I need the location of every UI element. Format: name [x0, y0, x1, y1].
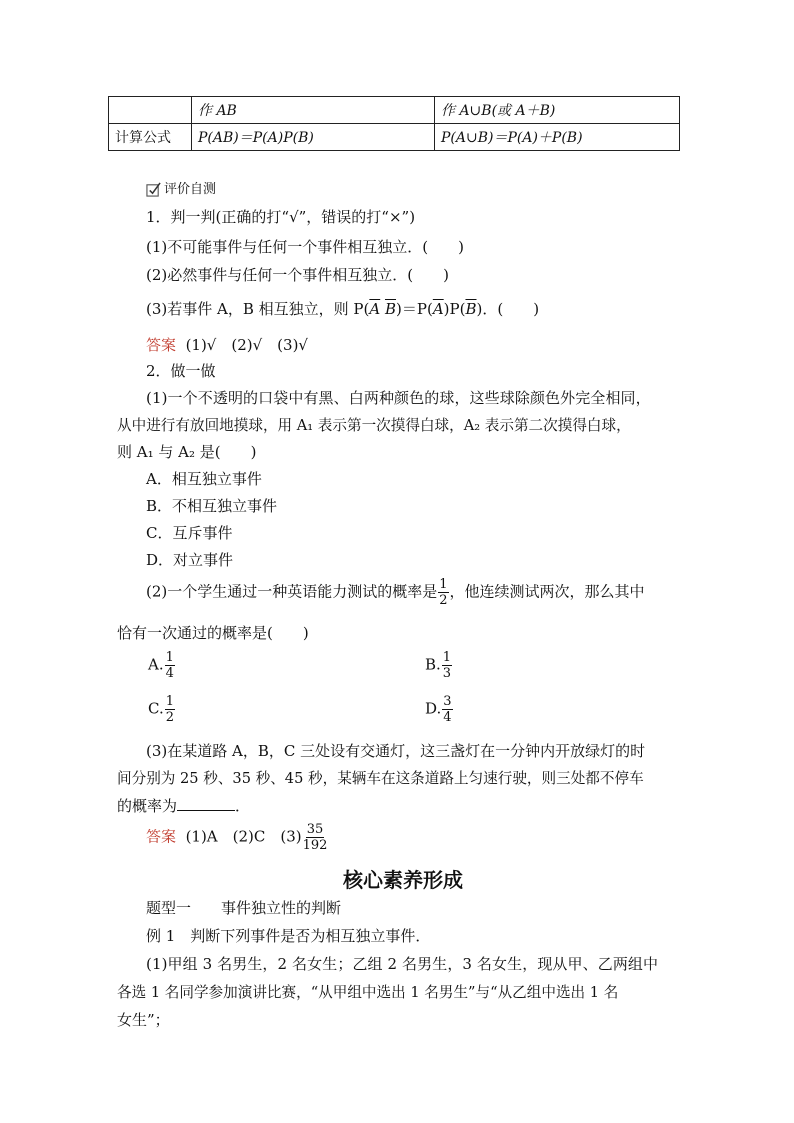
- answer-fraction: [303, 822, 328, 853]
- fraction-numerator: 3: [443, 694, 452, 709]
- q2-p2-text: ，他连续测试两次，那么其中: [449, 582, 645, 601]
- checkbox-pen-icon: [146, 182, 161, 197]
- choice-a: [148, 650, 176, 681]
- fraction-numerator: 1: [439, 577, 448, 592]
- table-cell: 计算公式: [109, 124, 192, 151]
- table-cell: P(AB)＝P(A)P(B): [192, 124, 435, 151]
- fraction-half: [438, 577, 448, 608]
- choice-fraction: [442, 650, 452, 681]
- option-c: C．互斥事件: [146, 524, 233, 542]
- q2-p1-line3: 则 A₁ 与 A₂ 是( ): [117, 443, 257, 461]
- choice-label: D.: [425, 699, 442, 718]
- q2-p1-line1: (1)一个不透明的口袋中有黑、白两种颜色的球，这些球除颜色外完全相同，: [146, 389, 651, 407]
- option-d: D．对立事件: [146, 551, 234, 569]
- choice-label: A.: [148, 655, 164, 674]
- choice-c: [148, 694, 176, 725]
- type-heading: 题型一 事件独立性的判断: [146, 899, 342, 917]
- fraction-numerator: 1: [165, 650, 174, 665]
- q2-p3-line1: (3)在某道路 A，B，C 三处设有交通灯，这三盏灯在一分钟内开放绿灯的时: [146, 742, 646, 760]
- event-b-complement: $\overline{B}$: [384, 300, 397, 318]
- q2-p2-line1: [146, 577, 645, 608]
- table-cell: [109, 97, 192, 124]
- q1-item-1: (1)不可能事件与任何一个事件相互独立．( ): [146, 238, 464, 256]
- section-title: 核心素养形成: [343, 868, 463, 892]
- answer-label: 答案: [146, 336, 177, 354]
- answer-text: (1)√ (2)√ (3)√: [185, 336, 308, 354]
- q1-heading: 1．判一判(正确的打“√”，错误的打“×”): [146, 208, 416, 226]
- q1-item-3-text: )．( ): [476, 300, 540, 318]
- example-line3: 女生”；: [117, 1011, 170, 1029]
- q1-item-3-text: )＝P(: [396, 300, 433, 318]
- table-row: [109, 124, 680, 151]
- example-line2: 各选 1 名同学参加演讲比赛，“从甲组中选出 1 名男生”与“从乙组中选出 1 名: [117, 984, 619, 1001]
- fraction-numerator: 1: [165, 694, 174, 709]
- table-cell: 作 A∪B(或 A＋B): [435, 97, 680, 124]
- choice-b: [425, 650, 453, 681]
- q2-p3-line2: 间分别为 25 秒、35 秒、45 秒，某辆车在这条道路上匀速行驶，则三处都不停车: [117, 770, 644, 787]
- answer-blank: [177, 796, 235, 811]
- table-cell: 作 AB: [192, 97, 435, 124]
- answer-label: 答案: [146, 827, 177, 846]
- fraction-denominator: 192: [302, 838, 328, 853]
- table-cell: P(A∪B)＝P(A)＋P(B): [435, 124, 680, 151]
- answer-text: (1)A (2)C (3): [185, 827, 302, 846]
- event-a-complement: $\overline{A}$: [369, 300, 381, 318]
- q1-item-3: [146, 298, 539, 319]
- option-b: B．不相互独立事件: [146, 497, 278, 515]
- q2-p2-line2: 恰有一次通过的概率是( ): [117, 624, 309, 642]
- example-heading: 例 1 判断下列事件是否为相互独立事件．: [146, 927, 431, 945]
- fraction-numerator: 1: [442, 650, 452, 665]
- fraction-denominator: 2: [439, 593, 448, 608]
- choice-fraction: [165, 694, 175, 725]
- choice-fraction: [442, 694, 452, 725]
- q2-answer: [146, 822, 328, 853]
- option-a: A．相互独立事件: [146, 470, 262, 488]
- event-b-complement: $\overline{B}$: [465, 300, 477, 318]
- fraction-denominator: 2: [165, 710, 174, 725]
- eval-section-title: [146, 178, 216, 197]
- q1-item-3-text: )P(: [443, 300, 466, 318]
- table-row: [109, 97, 680, 124]
- formula-table: [108, 96, 680, 151]
- choice-fraction: [165, 650, 175, 681]
- fraction-denominator: 4: [443, 710, 452, 725]
- choice-label: B.: [425, 655, 441, 674]
- q2-p3-text: ．: [235, 797, 251, 815]
- q2-p3-text: 的概率为: [117, 797, 178, 815]
- q2-heading: 2．做一做: [146, 362, 216, 380]
- choice-d: [425, 694, 454, 725]
- eval-title-text: 评价自测: [164, 182, 217, 197]
- fraction-denominator: 4: [165, 666, 174, 681]
- q2-p3-line3: [117, 795, 250, 816]
- example-line1: (1)甲组 3 名男生，2 名女生；乙组 2 名男生，3 名女生，现从甲、乙两组中: [146, 955, 659, 973]
- choice-label: C.: [148, 699, 164, 718]
- q1-answer: [146, 334, 308, 355]
- q2-p2-text: (2)一个学生通过一种英语能力测试的概率是: [146, 582, 438, 601]
- q1-item-2: (2)必然事件与任何一个事件相互独立．( ): [146, 266, 449, 284]
- q2-p1-line2: 从中进行有放回地摸球，用 A₁ 表示第一次摸得白球，A₂ 表示第二次摸得白球，: [117, 417, 631, 434]
- fraction-numerator: 35: [306, 822, 324, 837]
- q1-item-3-text: (3)若事件 A，B 相互独立，则 P(: [146, 300, 370, 318]
- event-a-complement: $\overline{A}$: [432, 300, 444, 318]
- fraction-denominator: 3: [442, 666, 452, 681]
